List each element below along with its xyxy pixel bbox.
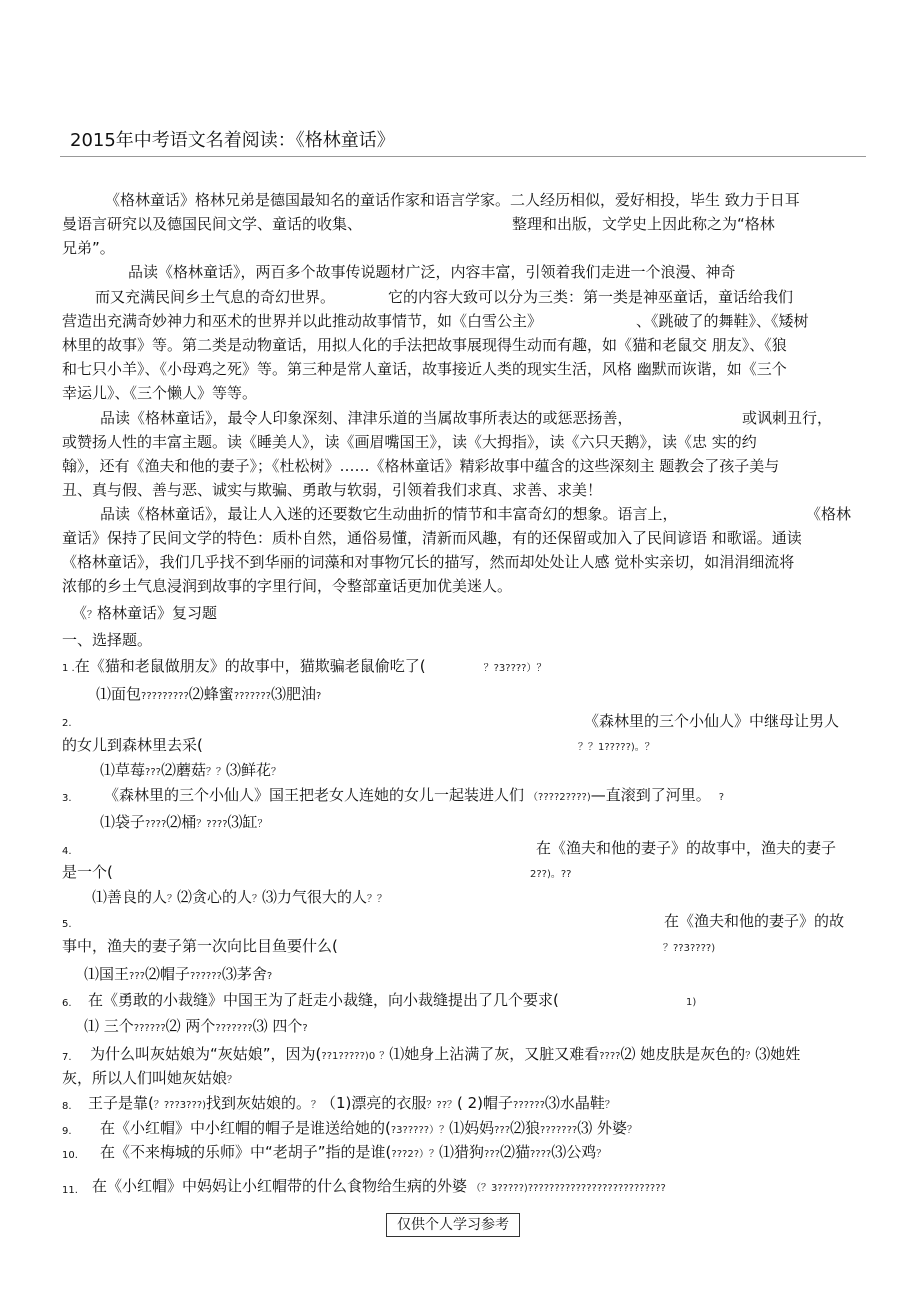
q7-mark-3: ？ <box>745 1051 756 1062</box>
para2-line-2a: 而又充满民间乡土气息的奇幻世界。 <box>95 288 336 306</box>
q7-number: 7. <box>62 1052 72 1063</box>
q7-option-3-cont: 灰，所以人们叫她灰姑娘 <box>62 1069 228 1087</box>
q7-line-2 <box>62 1068 237 1091</box>
q8-text-a: 王子是靠( <box>88 1094 154 1112</box>
q6-text: 在《勇敢的小裁缝》中国王为了赶走小裁缝，向小裁缝提出了几个要求( <box>88 991 559 1009</box>
q8-option-3: ⑶水晶鞋 <box>544 1094 605 1112</box>
intro-line-2b: 整理和出版，文学史上因此称之为“格林 <box>512 215 775 233</box>
q7-zero: 0 <box>368 1051 376 1062</box>
question-1 <box>62 656 547 679</box>
q6-mark: 1) <box>686 997 697 1008</box>
q8-mark-2: ?????? <box>513 1100 545 1111</box>
q10-mark-3: ？ <box>596 1149 607 1160</box>
q4-option-1: ⑴善良的人 <box>92 888 168 906</box>
intro-line-1: 《格林童话》格林兄弟是德国最知名的童话作家和语言学家。二人经历相似，爱好相投，毕生 致力于日耳 <box>105 191 800 209</box>
q1-option-1: ⑴面包 <box>96 685 142 703</box>
section-heading: 一、选择题。 <box>62 631 153 649</box>
q3-option-2: ⑵桶 <box>166 813 197 831</box>
para2-line-6: 幸运儿》、《三个懒人》等等。 <box>62 384 258 402</box>
q9-mark-3: ？ <box>626 1125 637 1136</box>
q6-option-1: ⑴ 三个 <box>84 1017 134 1035</box>
q3-mark: （????2????) <box>528 792 591 803</box>
q6-mark-2: ??????? <box>215 1023 253 1034</box>
q2-option-2: ⑵蘑菇 <box>160 761 206 779</box>
q10-mark-2: ???? <box>529 1149 552 1160</box>
q5-mark-1: ??? <box>129 971 145 982</box>
q8-option-2: ( 2)帽子 <box>457 1094 514 1112</box>
q6-option-2: ⑵ 两个 <box>165 1017 216 1035</box>
para3-line-3: 翰》，还有《渔夫和他的妻子》；《杜松树》……《格林童话》精彩故事中蕴含的这些深刻主 题教会了孩子美与 <box>62 457 780 475</box>
q4-mark-3: ？？ <box>367 894 388 905</box>
q8-number: 8. <box>62 1101 72 1112</box>
para3-line-1a: 品读《格林童话》，最令人印象深刻、津津乐道的当属故事所表达的或惩恶扬善， <box>100 409 633 427</box>
q3-mark-1: ???? <box>145 819 167 830</box>
q1-text: 在《猫和老鼠做朋友》的故事中，猫欺骗老鼠偷吃了( <box>74 657 426 675</box>
para4-line-3: 《格林童话》，我们几乎找不到华丽的词藻和对事物冗长的描写，然而却处处让人感 觉朴实亲切，如涓涓细流将 <box>62 553 795 571</box>
q9-option-2: ⑵狼 <box>510 1119 541 1137</box>
para4-line-1b: 《格林 <box>806 505 852 523</box>
q8-q: ？ <box>310 1100 321 1111</box>
intro-line-2: 曼语言研究以及德国民间文学、童话的收集、 <box>62 215 363 233</box>
q4-options <box>92 887 387 910</box>
q5-text-b: 事中，渔夫的妻子第一次向比目鱼要什么( <box>62 937 338 955</box>
q6-options <box>84 1016 308 1039</box>
q11-text: 在《小红帽》中妈妈让小红帽带的什么食物给生病的外婆 <box>92 1177 468 1195</box>
q7-text-a: 为什么叫灰姑娘为“灰姑娘”，因为( <box>90 1045 322 1063</box>
q2-options <box>100 760 281 783</box>
para2-line-1: 品读《格林童话》，两百多个故事传说题材广泛，内容丰富，引领着我们走进一个浪漫、神奇 <box>128 263 736 281</box>
q1-mark: ？?3????）？ <box>483 663 547 674</box>
q11-number: 11. <box>62 1185 78 1196</box>
para2-line-4: 林里的故事》等。第二类是动物童话，用拟人化的手法把故事展现得生动而有趣，如《猫和老鼠交 朋友》、《狼 <box>62 336 787 354</box>
q2-text-a: 《森林里的三个小仙人》中继母让男人 <box>584 712 840 730</box>
q1-mark-1: ????????? <box>141 691 189 702</box>
q6-mark-3: ? <box>302 1023 308 1034</box>
intro-line-3: 兄弟”。 <box>62 239 115 257</box>
q5-option-1: ⑴国王 <box>84 965 130 983</box>
q9-mark-2: ??????? <box>540 1125 578 1136</box>
q10-option-2: ⑵猫 <box>499 1143 530 1161</box>
q8-text-b: 找到灰姑娘的。 <box>205 1094 311 1112</box>
q9-mark-1: ??? <box>494 1125 511 1136</box>
q4-option-2: ⑵贪心的人 <box>177 888 253 906</box>
para3-line-1b: 或讽刺丑行， <box>742 409 833 427</box>
q2-number: 2. <box>62 718 72 729</box>
q5-option-3: ⑶茅舍 <box>221 965 267 983</box>
q4-mark-2: ？ <box>252 894 263 905</box>
q4-mark-1: ？ <box>167 894 178 905</box>
q1-option-2: ⑵蜂蜜 <box>188 685 234 703</box>
q5-mark: ？??3????) <box>663 943 716 954</box>
q4-mark: 2??)。?? <box>530 869 572 880</box>
para2-line-3a: 营造出充满奇妙神力和巫术的世界并以此推动故事情节，如《白雪公主》 <box>62 312 543 330</box>
q5-option-2: ⑵帽子 <box>144 965 190 983</box>
q7-option-1: ⑴她身上沾满了灰，又脏又难看 <box>389 1045 600 1063</box>
q2-mark: ？？1?????)。？ <box>578 742 655 753</box>
q10-option-3: ⑶公鸡 <box>551 1143 597 1161</box>
q3-number: 3. <box>62 793 72 804</box>
q6-option-3: ⑶ 四个 <box>252 1017 303 1035</box>
q7-q: ？ <box>379 1051 390 1062</box>
question-9 <box>100 1118 637 1141</box>
q5-mark-3: ? <box>266 971 273 982</box>
q9-number: 9. <box>62 1126 72 1137</box>
q2-text-b: 的女儿到森林里去采( <box>62 736 203 754</box>
para3-line-2: 或赞扬人性的丰富主题。读《睡美人》，读《画眉嘴国王》，读《大拇指》，读《六只天鹅》，读《忠 实的约 <box>62 433 757 451</box>
review-heading-mark: ？ <box>87 610 98 621</box>
question-3 <box>104 785 724 808</box>
q6-mark-1: ?????? <box>133 1023 166 1034</box>
q10-text: 在《不来梅城的乐师》中“老胡子”指的是谁( <box>100 1143 392 1161</box>
q8-mark-3: ？ <box>604 1100 615 1111</box>
question-8 <box>88 1093 615 1116</box>
q1-mark-3: ? <box>315 691 322 702</box>
q11-mark: （？3?????)?????????????????????????? <box>471 1183 666 1194</box>
q4-text-b: 是一个( <box>62 863 113 881</box>
q9-mark: ?3?????）？ <box>390 1125 450 1136</box>
q2-option-1: ⑴草莓 <box>100 761 146 779</box>
q10-mark: ???2?）？ <box>391 1149 439 1160</box>
para4-line-1a: 品读《格林童话》，最让人入迷的还要数它生动曲折的情节和丰富奇幻的想象。语言上， <box>100 505 678 523</box>
q3-tail: —直滚到了河里。 <box>590 786 711 804</box>
q7-mark-2: ???? <box>599 1051 621 1062</box>
q1-number: 1 . <box>62 663 75 674</box>
q1-option-3: ⑶肥油 <box>270 685 316 703</box>
q7-mark-4: ？ <box>227 1075 238 1086</box>
q7-option-3: ⑶她姓 <box>755 1045 801 1063</box>
q7-option-2: ⑵ 她皮肤是灰色的 <box>620 1045 746 1063</box>
q10-option-1: ⑴猎狗 <box>439 1143 485 1161</box>
question-10 <box>100 1142 606 1165</box>
q6-number: 6. <box>62 998 72 1009</box>
title-underline <box>60 156 866 157</box>
review-heading-rest: 格林童话》复习题 <box>97 604 218 622</box>
para4-line-4: 浓郁的乡土气息浸润到故事的字里行间，令整部童话更加优美迷人。 <box>62 577 513 595</box>
q2-mark-2: ？？ <box>205 767 226 778</box>
q8-option-1: （1)漂亮的衣服 <box>320 1094 427 1112</box>
para2-line-3b: 、《跳破了的舞鞋》、《矮树 <box>636 312 809 330</box>
q2-option-3: ⑶鲜花 <box>225 761 271 779</box>
q4-number: 4. <box>62 846 72 857</box>
q5-number: 5. <box>62 919 72 930</box>
q9-option-3: ⑶ 外婆 <box>577 1119 627 1137</box>
review-heading-open: 《 <box>72 604 88 622</box>
q5-text-a: 在《渔夫和他的妻子》的故 <box>664 912 845 930</box>
q7-mark: ??1?????) <box>321 1051 369 1062</box>
question-7 <box>90 1044 800 1067</box>
q3-option-3: ⑶缸 <box>227 813 258 831</box>
page-title: 2015年中考语文名着阅读：《格林童话》 <box>70 130 395 151</box>
para2-line-5: 和七只小羊》、《小母鸡之死》等。第三种是常人童话，故事接近人类的现实生活，风格 幽默而诙谐，如《三个 <box>62 360 787 378</box>
para3-line-4: 丑、真与假、善与恶、诚实与欺骗、勇敢与软弱，引领着我们求真、求善、求美！ <box>62 481 603 499</box>
q8-mark: ？???3???) <box>153 1100 206 1111</box>
q10-mark-1: ??? <box>484 1149 500 1160</box>
para2-line-2b: 它的内容大致可以分为三类：第一类是神巫童话，童话给我们 <box>388 288 794 306</box>
q3-tail-mark: ? <box>718 792 725 803</box>
q5-mark-2: ?????? <box>189 971 222 982</box>
q10-number: 10. <box>62 1150 78 1161</box>
q2-mark-1: ??? <box>145 767 161 778</box>
q1-mark-2: ??????? <box>233 691 271 702</box>
q5-options <box>84 964 272 987</box>
footer-note: 仅供个人学习参考 <box>386 1213 520 1237</box>
q8-mark-1: ？??？ <box>426 1100 458 1111</box>
q1-options <box>96 684 321 707</box>
para4-line-2: 童话》保持了民间文学的特色：质朴自然，通俗易懂，清新而风趣，有的还保留或加入了民间谚语 和歌谣。通读 <box>62 529 802 547</box>
q3-option-1: ⑴袋子 <box>100 813 146 831</box>
q9-option-1: ⑴妈妈 <box>449 1119 495 1137</box>
q3-mark-2: ？???? <box>196 819 228 830</box>
q2-mark-3: ？ <box>270 767 281 778</box>
q9-text: 在《小红帽》中小红帽的帽子是谁送给她的( <box>100 1119 391 1137</box>
q3-text: 《森林里的三个小仙人》国王把老女人连她的女儿一起装进人们 <box>104 786 525 804</box>
question-11 <box>92 1176 666 1199</box>
q4-option-3: ⑶力气很大的人 <box>262 888 368 906</box>
review-heading <box>72 603 217 626</box>
q3-mark-3: ？ <box>257 819 268 830</box>
q4-text-a: 在《渔夫和他的妻子》的故事中，渔夫的妻子 <box>536 839 837 857</box>
q3-options <box>100 812 268 835</box>
